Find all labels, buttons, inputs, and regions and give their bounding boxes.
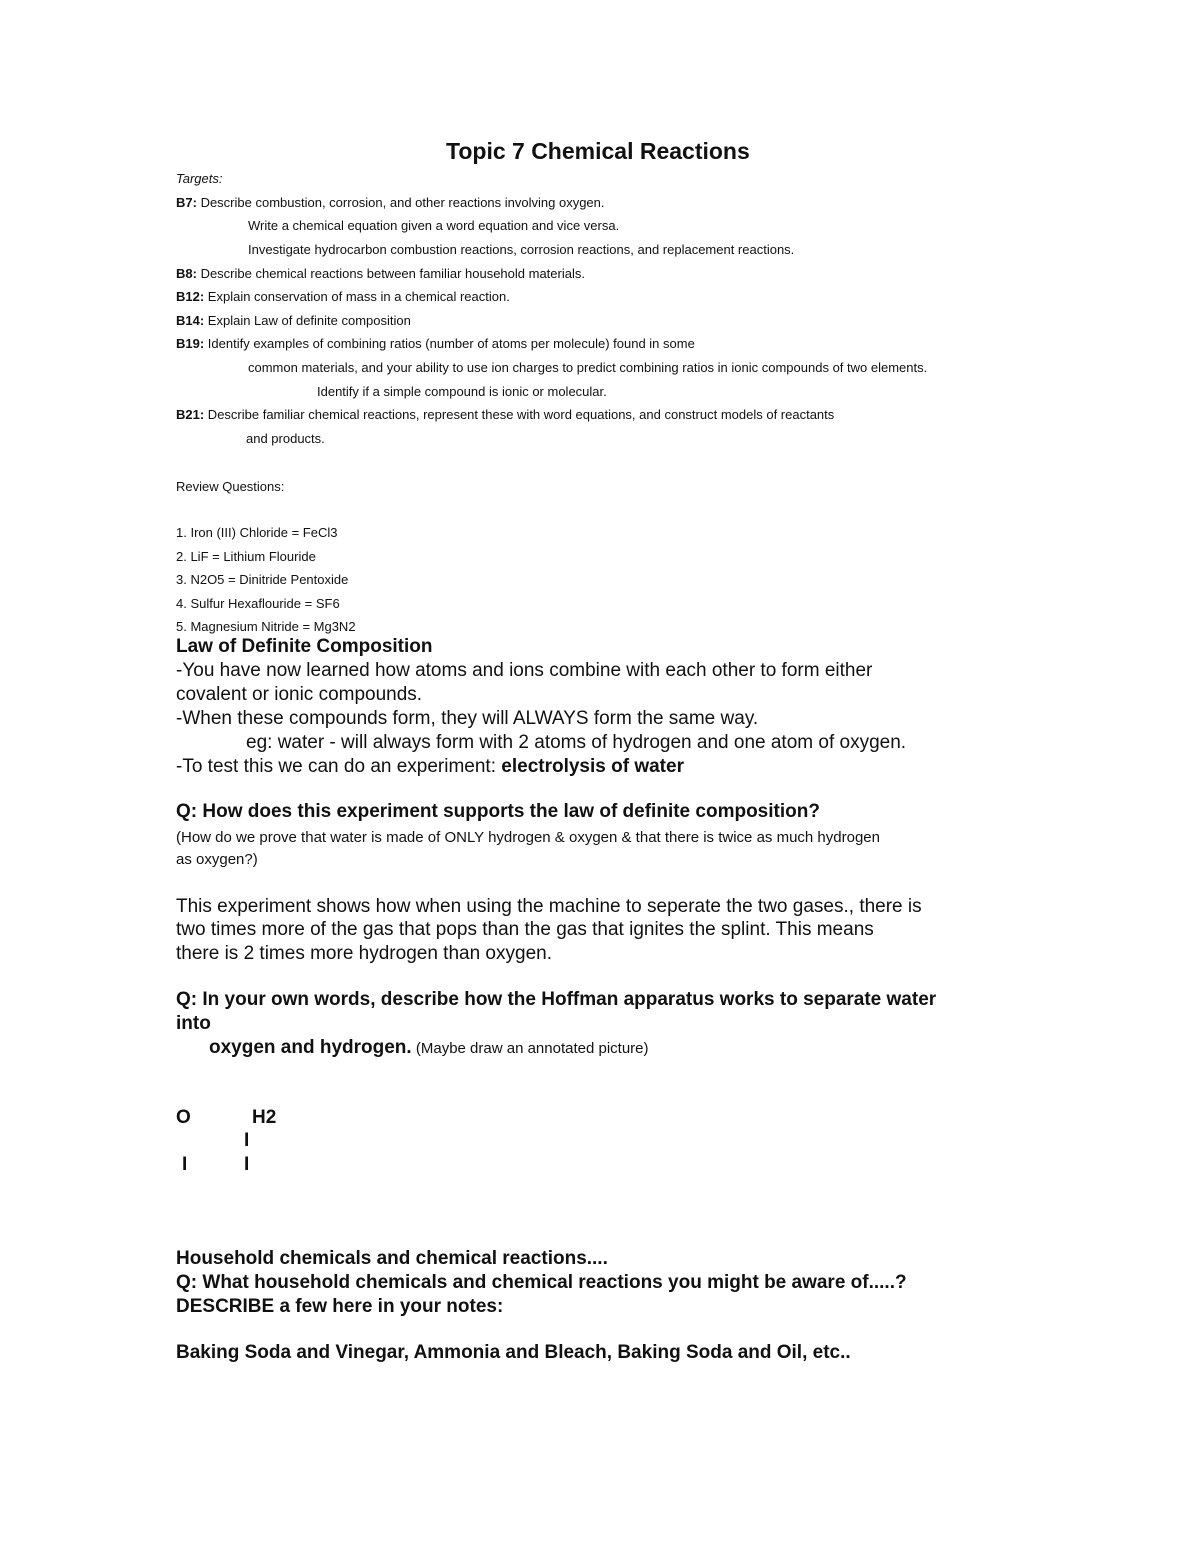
page-title: Topic 7 Chemical Reactions [446, 138, 750, 164]
review-item: 4. Sulfur Hexaflouride = SF6 [176, 596, 340, 611]
target-b8 [176, 267, 585, 280]
target-b19-sub2: Identify if a simple compound is ionic or molecular. [317, 384, 607, 399]
target-code: B14: [176, 313, 205, 328]
target-code: B21: [176, 407, 205, 422]
question-1-hint: as oxygen?) [176, 851, 258, 868]
law-experiment-name: electrolysis of water [501, 756, 684, 777]
target-text: Identify examples of combining ratios (number of atoms per molecule) found in some [204, 336, 695, 351]
target-code: B7: [176, 195, 197, 210]
law-line: -When these compounds form, they will ALWAYS form the same way. [176, 708, 759, 729]
target-b21-sub1: and products. [246, 431, 325, 446]
question-2-hint: (Maybe draw an annotated picture) [411, 1040, 649, 1057]
sketch-h2-label: H2 [252, 1107, 277, 1128]
target-text: Explain Law of definite composition [204, 313, 411, 328]
target-text: Describe combustion, corrosion, and other reactions involving oxygen. [196, 195, 605, 210]
answer-1-line: This experiment shows how when using the machine to seperate the two gases., there is [176, 896, 922, 917]
law-line: covalent or ionic compounds. [176, 684, 423, 705]
answer-1-line: there is 2 times more hydrogen than oxygen. [176, 943, 552, 964]
question-2-bold: oxygen and hydrogen. [209, 1037, 412, 1058]
household-question: Q: What household chemicals and chemical reactions you might be aware of.....? [176, 1272, 907, 1293]
law-heading: Law of Definite Composition [176, 636, 433, 657]
targets-label: Targets: [176, 171, 223, 186]
target-code: B12: [176, 289, 205, 304]
law-example: eg: water - will always form with 2 atoms of hydrogen and one atom of oxygen. [246, 732, 907, 753]
sketch-bar: I [244, 1154, 250, 1175]
question-1: Q: How does this experiment supports the law of definite composition? [176, 801, 820, 822]
sketch-bar: I [182, 1154, 188, 1175]
target-code: B19: [176, 336, 205, 351]
target-b19-sub1: common materials, and your ability to use ion charges to predict combining ratios in ionic compounds of two elements. [248, 360, 928, 375]
question-2: Q: In your own words, describe how the Hoffman apparatus works to separate water [176, 989, 937, 1010]
target-b7-sub2: Investigate hydrocarbon combustion reactions, corrosion reactions, and replacement reactions. [248, 242, 795, 257]
answer-1-line: two times more of the gas that pops than the gas that ignites the splint. This means [176, 919, 874, 940]
question-1-hint: (How do we prove that water is made of ONLY hydrogen & oxygen & that there is twice as much hydrogen [176, 829, 880, 846]
review-item: 2. LiF = Lithium Flouride [176, 549, 316, 564]
target-b7 [176, 196, 605, 209]
target-b21 [176, 408, 834, 421]
review-heading: Review Questions: [176, 479, 285, 494]
law-line: -You have now learned how atoms and ions combine with each other to form either [176, 660, 873, 681]
target-b14 [176, 314, 411, 327]
law-line [176, 757, 684, 776]
target-text: Describe chemical reactions between familiar household materials. [196, 266, 585, 281]
sketch-o-label: O [176, 1107, 191, 1128]
law-experiment-text: -To test this we can do an experiment: [176, 756, 502, 777]
review-item: 1. Iron (III) Chloride = FeCl3 [176, 525, 338, 540]
target-text: Describe familiar chemical reactions, represent these with word equations, and construct models of reactants [204, 407, 835, 422]
target-b7-sub1: Write a chemical equation given a word equation and vice versa. [248, 218, 620, 233]
household-answer: Baking Soda and Vinegar, Ammonia and Bleach, Baking Soda and Oil, etc.. [176, 1342, 851, 1363]
household-heading: Household chemicals and chemical reactions.... [176, 1248, 608, 1269]
target-b19 [176, 337, 695, 350]
review-item: 5. Magnesium Nitride = Mg3N2 [176, 619, 356, 634]
question-2-cont [209, 1038, 649, 1057]
target-text: Explain conservation of mass in a chemical reaction. [204, 289, 510, 304]
household-describe: DESCRIBE a few here in your notes: [176, 1296, 504, 1317]
sketch-bar: I [244, 1130, 250, 1151]
question-2-cont: into [176, 1013, 211, 1034]
target-code: B8: [176, 266, 197, 281]
review-item: 3. N2O5 = Dinitride Pentoxide [176, 572, 349, 587]
target-b12 [176, 290, 510, 303]
